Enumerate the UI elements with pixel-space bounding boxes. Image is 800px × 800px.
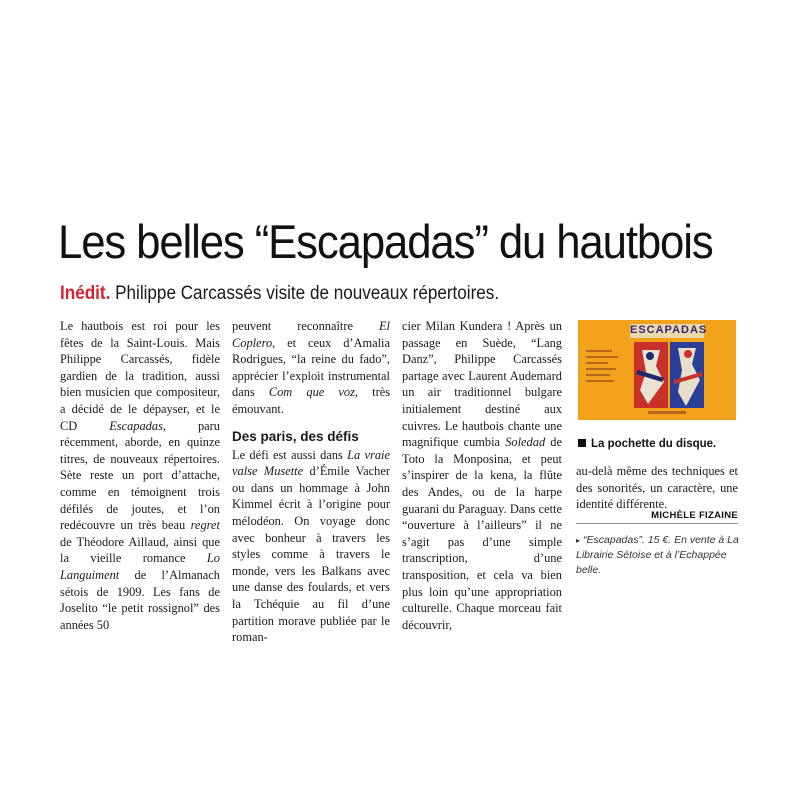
cover-caption-text: La pochette du disque. (591, 438, 717, 450)
author-byline: MICHÈLE FIZAINE (651, 510, 738, 521)
paragraph (232, 447, 390, 646)
cover-title: ESCAPADAS (630, 324, 708, 336)
paragraph (232, 318, 390, 418)
text-run: de Toto la Monposina, et peut s’inspirer de la kena, la flûte des Andes, ou de la harpe guarani du Paraguay. Dans cette “ouverture à l’ailleurs” il ne s’agit pas d’une simple transcription, d’une transposition, et cela va bien plus loin qu’une appropriation culturelle. Chaque morceau fait découvrir, (402, 435, 562, 632)
paragraph (60, 318, 220, 633)
triangle-arrow-icon: ▸ (576, 536, 581, 545)
purchase-info-text: “Escapadas”. 15 €. En vente à La Librairie Sétoise et à l’Echappée belle. (576, 534, 739, 576)
text-run: peuvent reconnaître (232, 319, 379, 333)
text-run: cier Milan Kundera ! Après un passage en Suède, “Lang Danz”, Philippe Carcassés partage avec Laurent Audemard un air traditionnel bulgare initialement destiné aux cuivres. Le hautbois chante une magnifique cumbia (402, 319, 562, 450)
purchase-info (576, 533, 741, 578)
subheadline (60, 282, 690, 306)
text-column-1 (60, 318, 220, 633)
paragraph (402, 318, 562, 633)
album-cover-image (578, 320, 736, 420)
cover-caption (578, 437, 748, 451)
text-column-2 (232, 318, 390, 646)
text-column-4 (576, 463, 738, 513)
text-run: , et ceux d’Amalia Rodrigues, “la reine du fado”, apprécier l’exploit instrumental dans (232, 335, 390, 400)
text-run: de Théodore Aillaud, ainsi que la vieille romance (60, 534, 220, 566)
text-run: Le hautbois est roi pour les fêtes de la Saint-Louis. Mais Philippe Carcassés, fidèle gardien de la tradition, aussi bien musicien que compositeur, a décidé de le dépayser, et le CD (60, 319, 220, 433)
italic-title: Soledad (505, 435, 546, 450)
italic-title: regret (190, 518, 220, 533)
headline: Les belles “Escapadas” du hautbois (58, 215, 713, 268)
text-run: Le défi est aussi dans (232, 447, 348, 462)
italic-title: Lo Languiment (60, 551, 220, 582)
kicker-label: Inédit. (60, 283, 111, 304)
text-run: au-delà même des techniques et des sonorités, un caractère, une identité différente. (576, 464, 738, 512)
paragraph (576, 463, 738, 513)
square-bullet-icon (578, 439, 586, 447)
text-run: de l’Almanach sétois de 1909. Les fans de Joselito “le petit rossignol” des années 50 (60, 567, 220, 632)
italic-title: Com que voz (268, 385, 355, 400)
subheadline-text: Philippe Carcassés visite de nouveaux répertoires. (115, 283, 500, 304)
section-heading: Des paris, des défis (232, 428, 359, 444)
text-column-3 (402, 318, 562, 633)
text-run: , très émouvant. (232, 385, 391, 416)
text-run: , paru récemment, aborde, en quinze titres, de nouveaux répertoires. Sète reste un port d’attache, comme en témoignent trois défilés de joutes, et l’on redécouvre un très beau (60, 418, 221, 533)
italic-title: El Coplero (232, 319, 390, 350)
italic-title: La vraie valse Musette (232, 447, 390, 479)
cover-title-band (630, 324, 708, 338)
text-run: d’Émile Vacher ou dans un hommage à John Kimmel écrit à l’origine pour mélodéon. On voyage donc avec bonheur à travers les styles comme à travers le monde, vers les Balkans avec une danse des foulards, et vers la Tchéquie au fil d’une partition morave publiée par le roman- (232, 464, 390, 645)
divider (576, 523, 738, 524)
italic-title: Escapadas (109, 418, 163, 433)
